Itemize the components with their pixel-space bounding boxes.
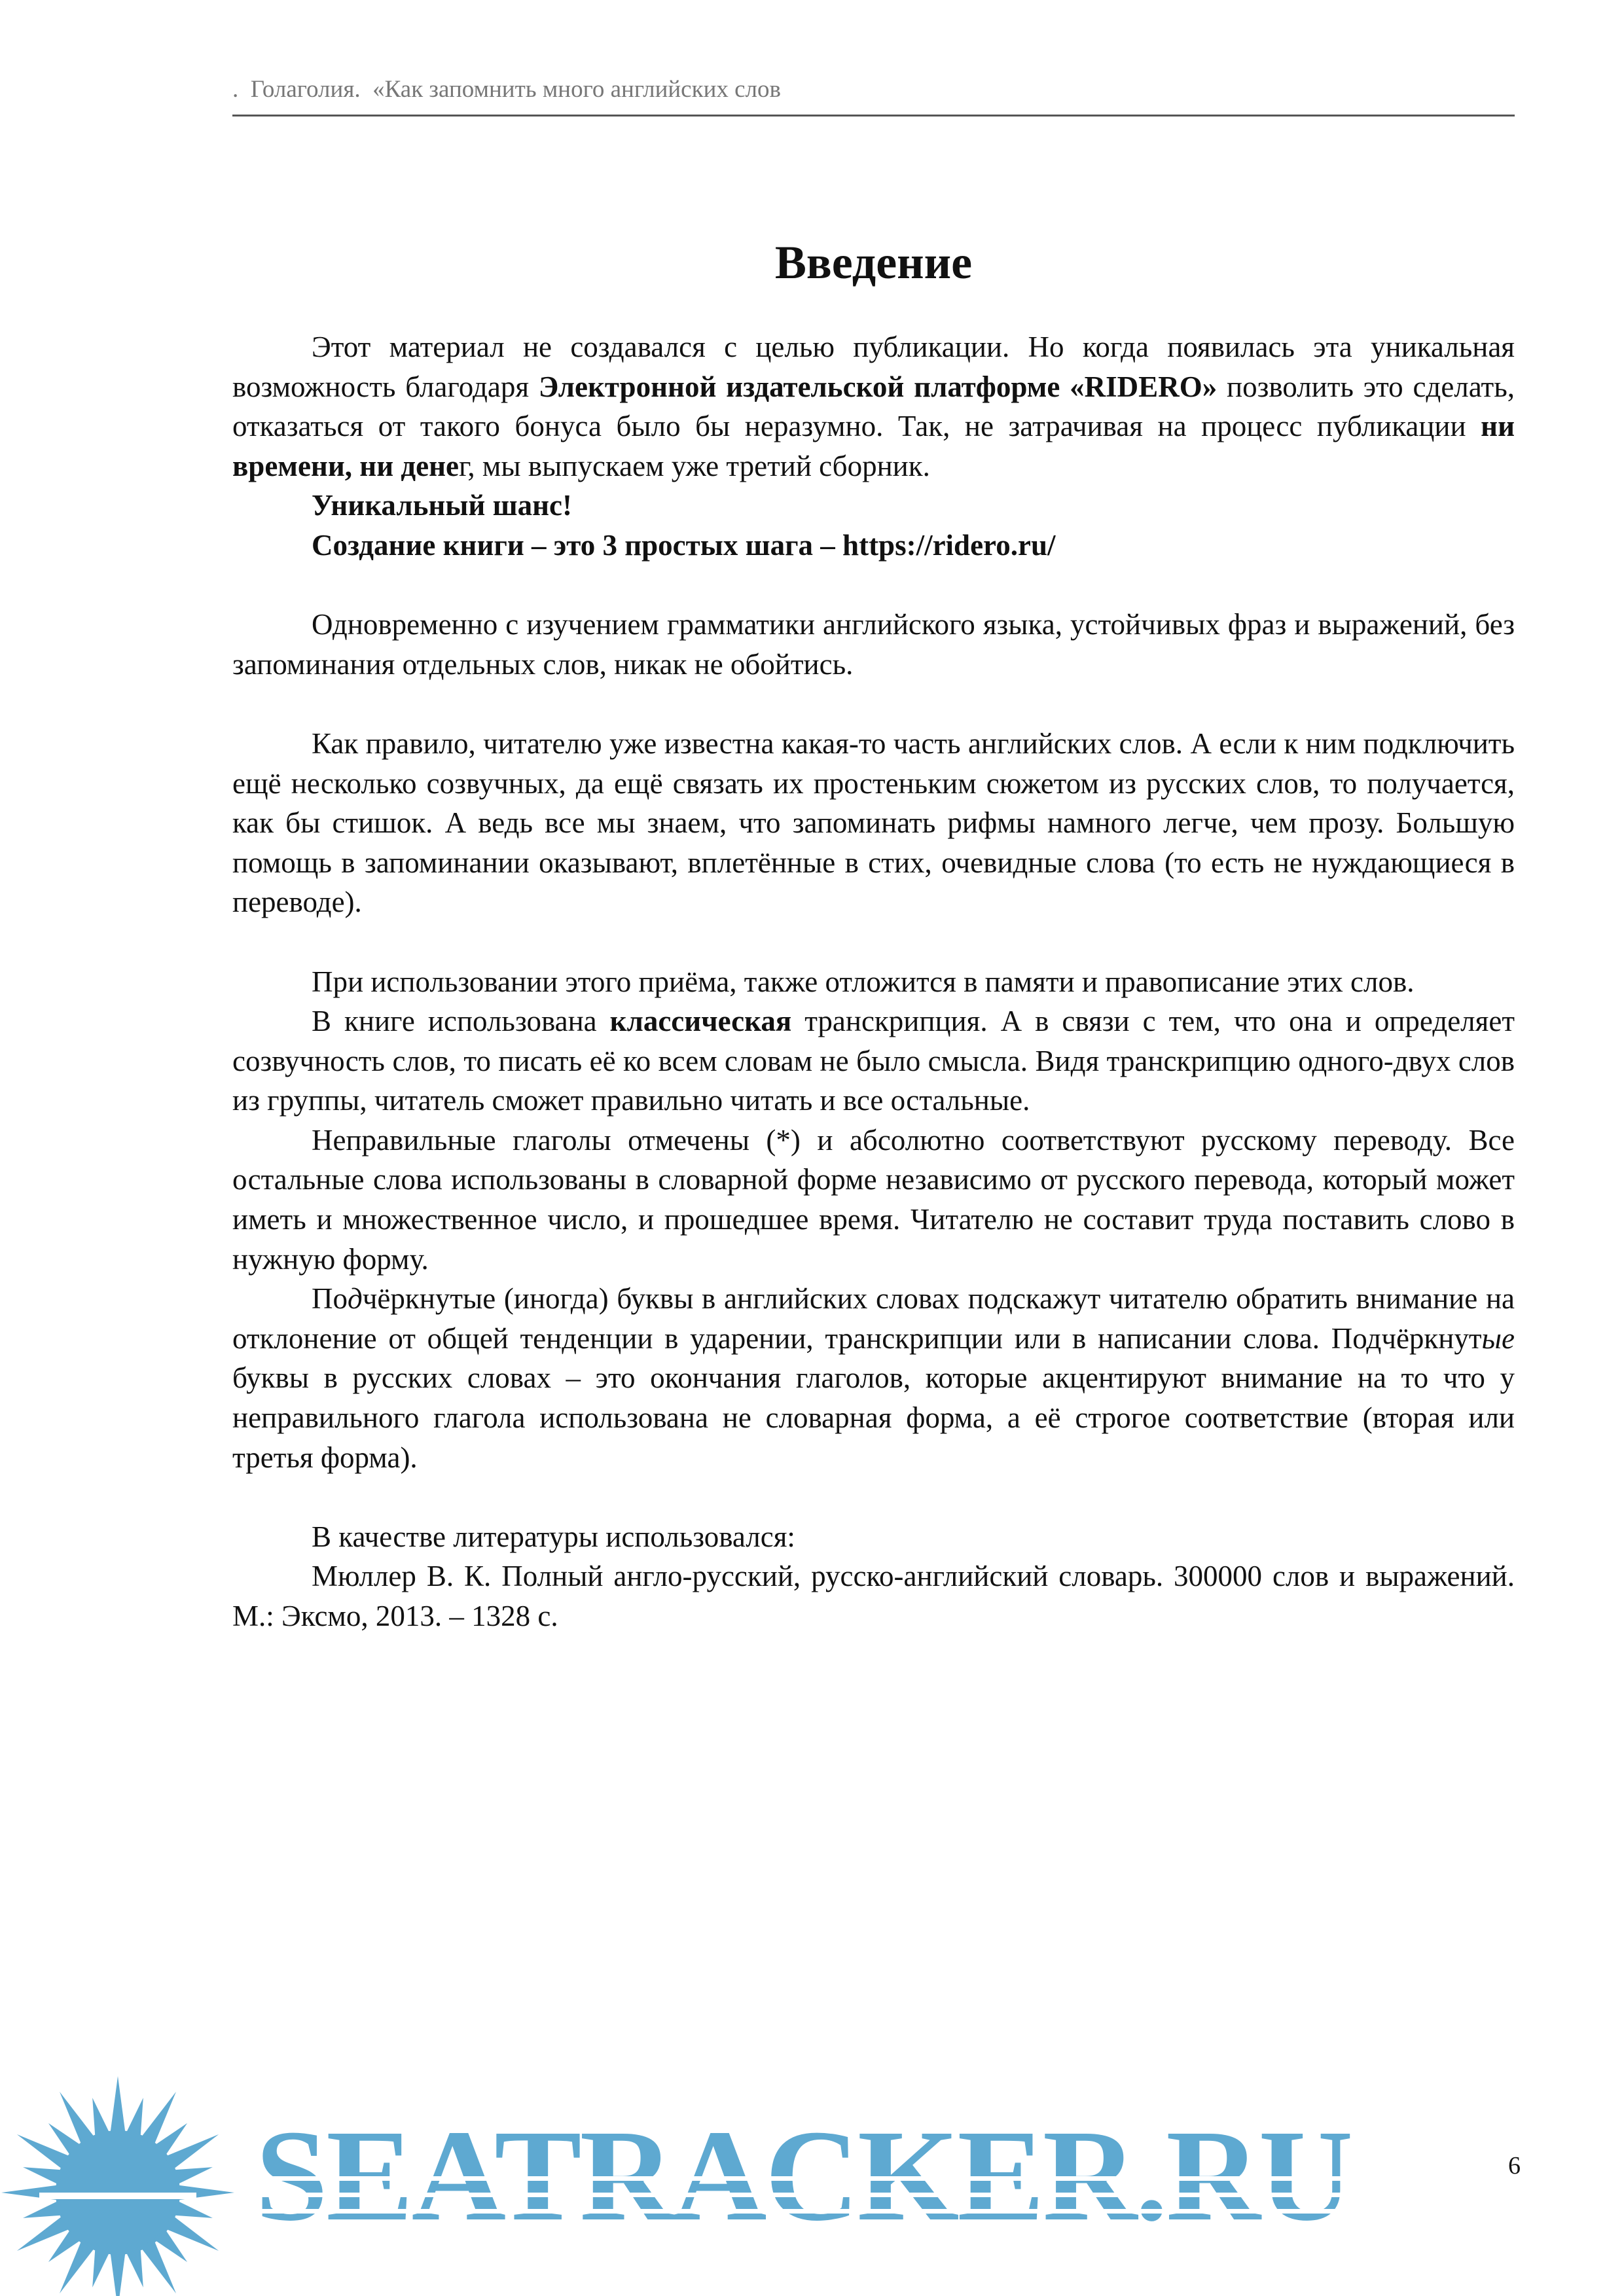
paragraph: Одновременно с изучением грамматики английского языка, устойчивых фраз и выражений, без запоминания отдельных слов, никак не обойтись. (232, 608, 1515, 681)
sun-ray (110, 2076, 125, 2134)
running-header: . Голаголия. «Как запомнить много английских слов (232, 76, 781, 103)
page-number: 6 (1506, 2153, 1523, 2178)
paragraph-intro: Этот материал не создавался с целью публикации. Но когда появилась эта уникальная возможность благодаря Электронной издательской платформе «RIDERO» позволить это сделать, отказаться от такого бонуса было бы неразумно. Так, не затрачивая на процесс публикации ни времени, ни денег, мы выпускаем уже третий сборник. (232, 331, 1515, 482)
body-text (232, 327, 1515, 1636)
sun-ray (172, 2167, 213, 2185)
paragraph: Как правило, читателю уже известна какая-то часть английских слов. А если к ним подключить ещё несколько созвучных, да ещё связать их простеньким сюжетом из русских слов, то получается, как бы стишок. А ведь все мы знаем, что запоминать рифмы намного легче, чем прозу. Большую помощь в запоминании оказывают, вплетённые в стих, очевидные слова (то есть не нуждающиеся в переводе). (232, 726, 1515, 919)
paragraph-ridero-link: Создание книги – это 3 простых шага – https://ridero.ru/ (312, 528, 1056, 562)
paragraph: Неправильные глаголы отмечены (*) и абсолютно соответствуют русскому переводу. Все остальные слова использованы в словарной форме независимо от русского перевода, который может иметь и множественное число, и прошедшее время. Читателю не составит труда поставить слово в нужную форму. (232, 1123, 1515, 1276)
sun-ray (126, 2247, 143, 2287)
sun-ray (23, 2167, 63, 2185)
sun-ray (92, 2247, 110, 2287)
sun-ray (126, 2098, 143, 2138)
watermark-sun-icon (0, 2062, 249, 2296)
paragraph: При использовании этого приёма, также отложится в памяти и правописание этих слов. (312, 965, 1415, 998)
header-rule (232, 115, 1515, 117)
paragraph: Подчёркнутые (иногда) буквы в английских словах подскажут читателю обратить внимание на отклонение от общей тенденции в ударении, транскрипции или в написании слова. Подчёркнутые буквы в русских словах – это окончания глаголов, которые акцентируют внимание на то что у неправильного глагола использована не словарная форма, а её строгое соответствие (вторая или третья форма). (232, 1282, 1515, 1474)
sun-ray (172, 2200, 213, 2218)
sun-ray (110, 2251, 125, 2296)
watermark-text: SEATRACKER.RU (255, 2111, 1486, 2242)
bibliography-entry: Мюллер В. К. Полный англо-русский, русско-английский словарь. 300000 слов и выражений. М.: Эксмо, 2013. – 1328 с. (232, 1560, 1515, 1632)
sun-ray (23, 2200, 63, 2218)
sun-ray (92, 2098, 110, 2138)
paragraph: В качестве литературы использовался: (312, 1520, 795, 1553)
paragraph-unique-chance: Уникальный шанс! (312, 489, 572, 522)
page-title: Введение (774, 236, 973, 289)
paragraph: В книге использована классическая транскрипция. А в связи с тем, что она и определяет созвучность слов, то писать её ко всем словам не было смысла. Видя транскрипцию одного-двух слов из группы, читатель сможет правильно читать и все остальные. (232, 1005, 1515, 1117)
